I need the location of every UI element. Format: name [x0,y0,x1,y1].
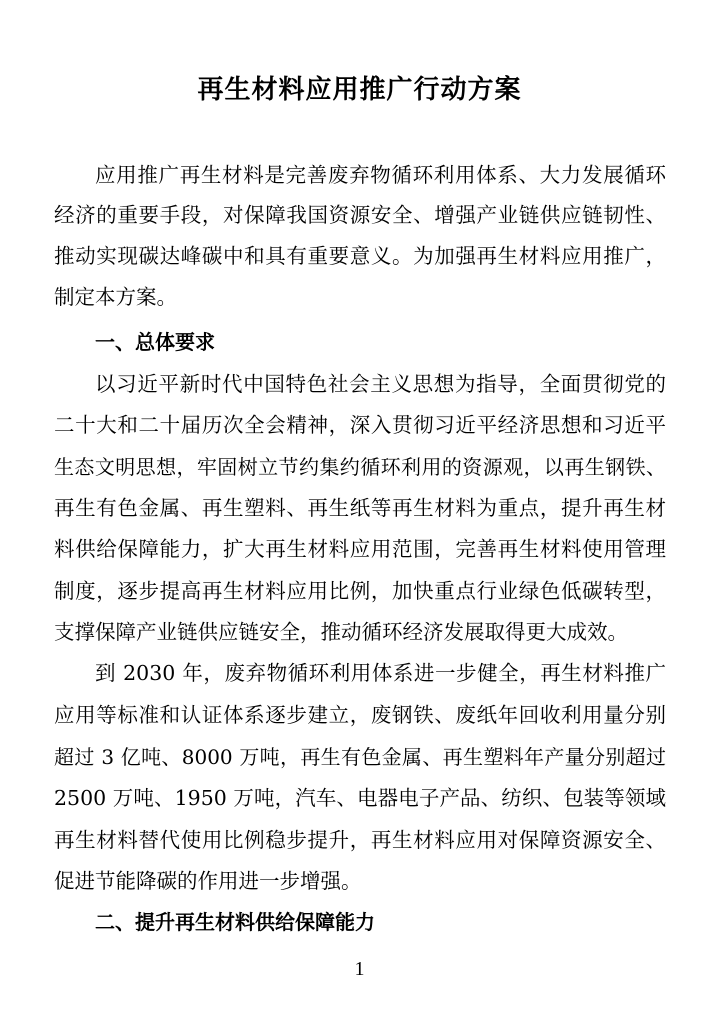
paragraph-line: 料供给保障能力，扩大再生材料应用范围，完善再生材料使用管理 [54,537,666,561]
paragraph-line: 到 2030 年，废弃物循环利用体系进一步健全，再生材料推广 [95,661,666,685]
page-number: 1 [354,958,365,980]
section-heading: 二、提升再生材料供给保障能力 [95,910,375,934]
intro-line: 经济的重要手段，对保障我国资源安全、增强产业链供应链韧性、 [54,203,666,227]
paragraph-line: 生态文明思想，牢固树立节约集约循环利用的资源观，以再生钢铁、 [54,455,666,479]
paragraph-line: 超过 3 亿吨、8000 万吨，再生有色金属、再生塑料年产量分别超过 [54,745,666,769]
paragraph-line: 再生有色金属、再生塑料、再生纸等再生材料为重点，提升再生材 [54,496,666,520]
intro-line: 制定本方案。 [54,285,177,309]
intro-line: 应用推广再生材料是完善废弃物循环利用体系、大力发展循环 [95,163,666,187]
section-heading: 一、总体要求 [95,330,215,354]
paragraph-line: 二十大和二十届历次全会精神，深入贯彻习近平经济思想和习近平 [54,413,666,437]
document-title: 再生材料应用推广行动方案 [197,75,522,105]
paragraph-line: 促进节能降碳的作用进一步增强。 [54,869,362,893]
paragraph-line: 再生材料替代使用比例稳步提升，再生材料应用对保障资源安全、 [54,828,666,852]
paragraph-line: 制度，逐步提高再生材料应用比例，加快重点行业绿色低碳转型， [54,579,666,603]
paragraph-line: 应用等标准和认证体系逐步建立，废钢铁、废纸年回收利用量分别 [54,703,666,727]
paragraph-line: 以习近平新时代中国特色社会主义思想为指导，全面贯彻党的 [95,372,666,396]
paragraph-line: 支撑保障产业链供应链安全，推动循环经济发展取得更大成效。 [54,620,628,644]
intro-line: 推动实现碳达峰碳中和具有重要意义。为加强再生材料应用推广， [54,244,666,268]
paragraph-line: 2500 万吨、1950 万吨，汽车、电器电子产品、纺织、包装等领域 [54,786,666,810]
